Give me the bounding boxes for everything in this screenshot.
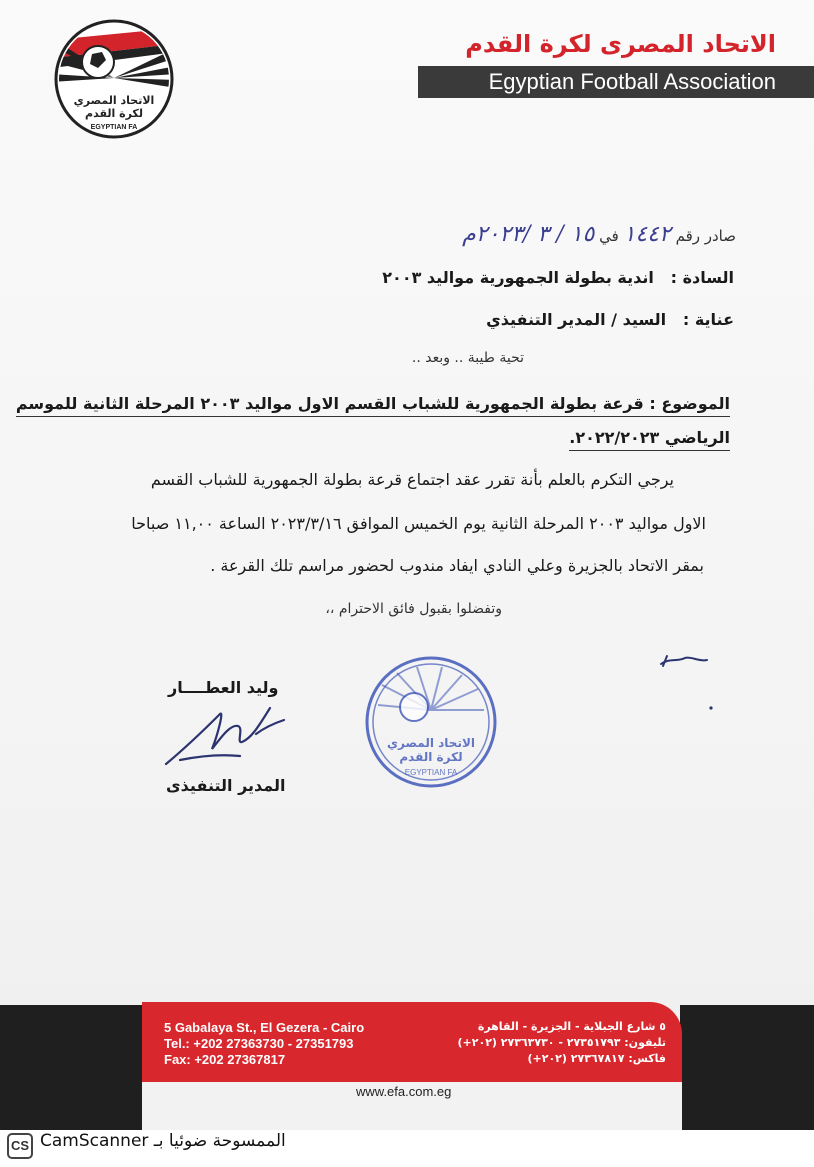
footer-tel-ar: تليفون: ٢٧٣٥١٧٩٣ - ٢٧٣٦٣٧٣٠ (٢٠٢+) — [457, 1036, 666, 1049]
body-line-1: يرجي التكرم بالعلم بأنة تقرر عقد اجتماع قرعة بطولة الجمهورية للشباب القسم — [150, 470, 674, 489]
footer-tel-en: Tel.: +202 27363730 - 27351793 — [164, 1036, 354, 1051]
handwritten-mark-icon — [655, 648, 715, 728]
footer-dark-left — [0, 1005, 148, 1130]
svg-text:EGYPTIAN FA: EGYPTIAN FA — [90, 124, 138, 131]
subject-line-2: الرياضي ٢٠٢٢/٢٠٢٣. — [569, 428, 730, 451]
footer-fax-en: Fax: +202 27367817 — [164, 1052, 286, 1067]
greeting: تحية طيبة .. وبعد .. — [411, 350, 524, 366]
addressee-value: اندية بطولة الجمهورية مواليد ٢٠٠٣ — [382, 268, 654, 287]
camscanner-logo-icon: CS — [7, 1133, 33, 1159]
scanner-caption: الممسوحة ضوئيا بـ CamScanner — [40, 1131, 286, 1151]
svg-text:الاتحاد المصري: الاتحاد المصري — [73, 94, 155, 107]
closing-line: وتفضلوا بقبول فائق الاحترام ،، — [325, 601, 502, 617]
svg-text:EGYPTIAN FA: EGYPTIAN FA — [404, 768, 458, 777]
signer-title: المدير التنفيذى — [166, 776, 286, 795]
header-title-ar: الاتحاد المصرى لكرة القدم — [465, 30, 776, 58]
body-line-2: الاول مواليد ٢٠٠٣ المرحلة الثانية يوم الخميس الموافق ٢٠٢٣/٣/١٦ الساعة ١١,٠٠ صباحا — [131, 514, 706, 533]
subject-text-1: قرعة بطولة الجمهورية للشباب القسم الاول مواليد ٢٠٠٣ المرحلة الثانية للموسم — [15, 394, 644, 413]
subject-label: الموضوع : — [649, 394, 730, 413]
footer-fax-ar: فاكس: ٢٧٣٦٧٨١٧ (٢٠٢+) — [527, 1052, 666, 1065]
issued-prefix: صادر رقم — [675, 227, 736, 245]
footer-address-en: 5 Gabalaya St., El Gezera - Cairo — [164, 1020, 365, 1035]
svg-text:الاتحاد المصري: الاتحاد المصري — [387, 736, 475, 750]
signature-icon — [160, 694, 290, 774]
attention-value: السيد / المدير التنفيذي — [486, 310, 667, 329]
addressee-line — [382, 268, 734, 287]
issued-number: ١٤٤٢ — [623, 222, 671, 247]
signer-name: وليد العطــــار — [168, 678, 279, 697]
header-title-en: Egyptian Football Association — [488, 69, 776, 94]
official-stamp-icon — [362, 655, 500, 789]
footer-dark-right — [680, 1005, 814, 1130]
issued-reference — [462, 222, 736, 247]
svg-text:لكرة القدم: لكرة القدم — [399, 750, 463, 764]
footer-website-link[interactable]: www.efa.com.eg — [356, 1084, 452, 1099]
issued-date: ١٥ / ٣ /٢٠٢٣م — [462, 222, 595, 247]
efa-logo-icon — [52, 18, 176, 140]
svg-text:لكرة القدم: لكرة القدم — [85, 107, 143, 120]
attention-line — [486, 310, 734, 329]
footer-address-ar: ٥ شارع الجبلاية - الجزيرة - القاهرة — [477, 1020, 666, 1033]
body-line-3: بمقر الاتحاد بالجزيرة وعلي النادي ايفاد مندوب لحضور مراسم تلك القرعة . — [210, 556, 704, 575]
addressee-label: السادة : — [670, 268, 734, 287]
attention-label: عناية : — [682, 310, 734, 329]
issued-in: في — [599, 227, 619, 245]
subject-line-1 — [16, 394, 730, 417]
